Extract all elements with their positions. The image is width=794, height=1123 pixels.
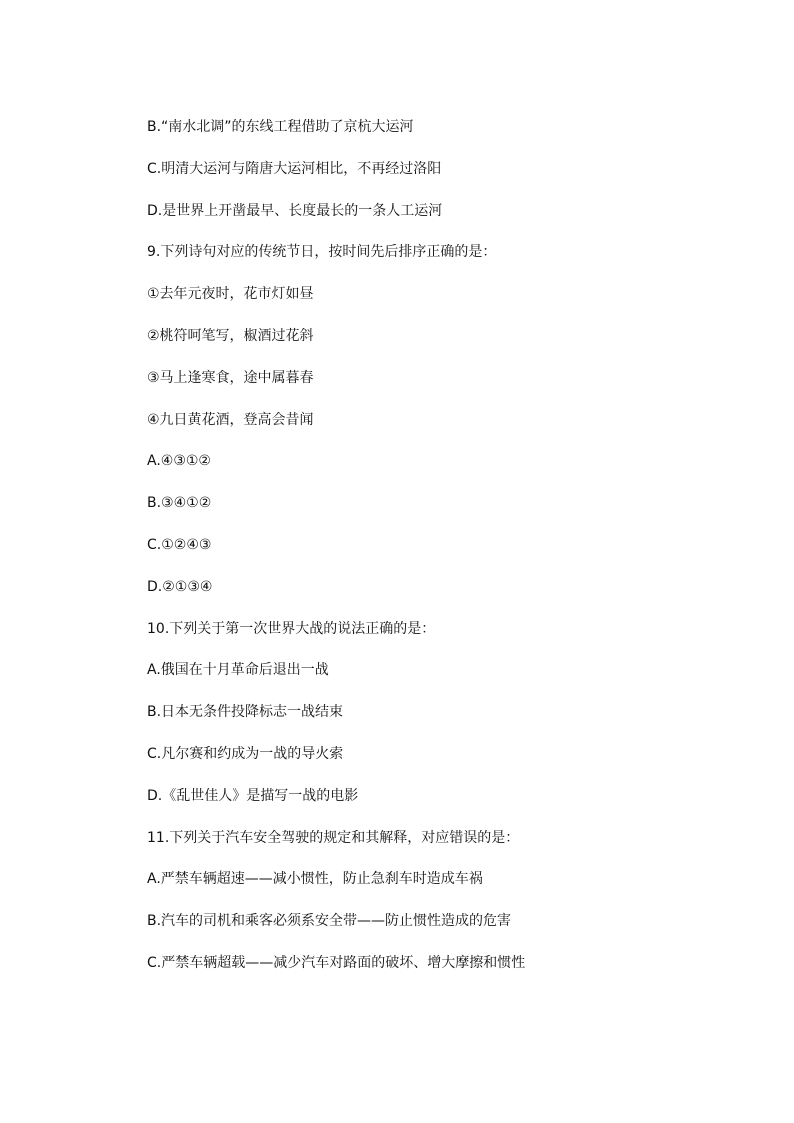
option-b-q10: B.日本无条件投降标志一战结束 [147,704,344,721]
option-b-q9: B.③④①② [147,495,212,512]
option-d-q9: D.②①③④ [147,578,213,595]
question-11: 11.下列关于汽车安全驾驶的规定和其解释，对应错误的是： [147,829,520,846]
option-b-q8: B.“南水北调”的东线工程借助了京杭大运河 [147,119,414,135]
question-text-lines [147,117,767,995]
question-10: 10.下列关于第一次世界大战的说法正确的是： [147,620,436,637]
question-9: 9.下列诗句对应的传统节日，按时间先后排序正确的是： [147,244,497,261]
poem-line-1: ①去年元夜时，花市灯如昼 [147,286,314,303]
option-c-q11: C.严禁车辆超载——减少汽车对路面的破坏、增大摩擦和惯性 [147,954,526,971]
option-c-q8: C.明清大运河与隋唐大运河相比，不再经过洛阳 [147,160,442,177]
option-b-q11: B.汽车的司机和乘客必须系安全带——防止惯性造成的危害 [147,913,512,930]
option-d-q8: D.是世界上开凿最早、长度最长的一条人工运河 [147,202,443,219]
option-c-q9: C.①②④③ [147,536,212,553]
option-a-q11: A.严禁车辆超速——减小惯性，防止急刹车时造成车祸 [147,871,483,888]
poem-line-3: ③马上逢寒食，途中属暮春 [147,369,314,386]
option-a-q10: A.俄国在十月革命后退出一战 [147,662,329,679]
option-d-q10: D.《乱世佳人》是描写一战的电影 [147,787,359,804]
poem-line-2: ②桃符呵笔写，椒酒过花斜 [147,327,314,344]
poem-line-4: ④九日黄花酒，登高会昔闻 [147,411,314,428]
option-c-q10: C.凡尔赛和约成为一战的导火索 [147,745,344,762]
option-a-q9: A.④③①② [147,453,211,470]
